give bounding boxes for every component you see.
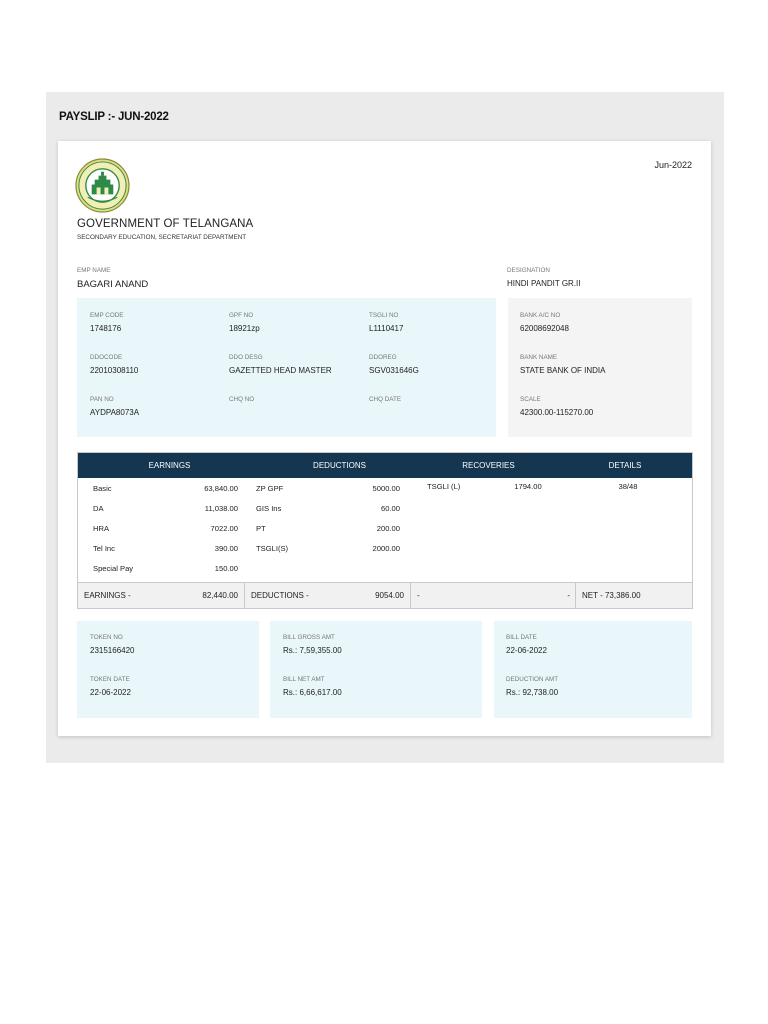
scale-field	[520, 396, 593, 417]
earning-label: HRA	[93, 524, 110, 533]
payslip-panel	[46, 92, 724, 763]
earning-label: Basic	[93, 484, 112, 493]
bill-date-value: 22-06-2022	[506, 646, 547, 655]
bank-name-field	[520, 354, 606, 375]
bank-name-value: STATE BANK OF INDIA	[520, 366, 606, 375]
deduction-amt-label: DEDUCTION AMT	[506, 676, 559, 683]
org-name: GOVERNMENT OF TELANGANA	[77, 218, 254, 230]
employee-info-box	[77, 298, 496, 437]
emp-code-field	[90, 312, 123, 333]
chq-date-field	[369, 396, 401, 408]
pan-label: PAN NO	[90, 396, 114, 403]
payslip-card	[58, 141, 711, 736]
page-title: PAYSLIP :- JUN-2022	[59, 111, 169, 123]
recoveries-total-value: -	[567, 591, 570, 600]
emp-name-label: EMP NAME	[77, 267, 111, 274]
tsgli-field	[369, 312, 403, 333]
deduction-amount: 5000.00	[372, 484, 400, 493]
ddo-desg-label: DDO DESG	[229, 354, 263, 361]
pay-table-totals	[78, 582, 692, 608]
earning-amount: 7022.00	[210, 524, 238, 533]
tsgli-value: L1110417	[369, 324, 404, 333]
earning-amount: 150.00	[214, 564, 238, 573]
emp-code-value: 1748176	[90, 324, 122, 333]
pan-field	[90, 396, 139, 417]
ddo-desg-field	[229, 354, 332, 375]
tsgli-label: TSGLI NO	[369, 312, 399, 319]
earning-amount: 11,038.00	[204, 504, 238, 513]
bank-name-label: BANK NAME	[520, 354, 558, 361]
deduction-label: PT	[256, 524, 266, 533]
token-no-label: TOKEN NO	[90, 634, 123, 641]
bank-ac-value: 62008692048	[520, 324, 569, 333]
ddocode-field	[90, 354, 138, 375]
deduction-amt-value: Rs.: 92,738.00	[506, 688, 559, 697]
ddocode-value: 22010308110	[90, 366, 139, 375]
totals-divider	[575, 583, 576, 609]
earning-label: Special Pay	[93, 564, 134, 573]
recovery-details: 38/48	[618, 482, 638, 491]
gpf-label: GPF NO	[229, 312, 254, 319]
pay-table	[77, 452, 693, 609]
token-date-value: 22-06-2022	[90, 688, 131, 697]
bill-net-value: Rs.: 6,66,617.00	[283, 688, 342, 697]
token-date-label: TOKEN DATE	[90, 676, 130, 683]
earning-label: Tel Inc	[93, 544, 115, 553]
deduction-amount: 200.00	[376, 524, 400, 533]
earnings-total-value: 82,440.00	[202, 591, 238, 600]
scale-value: 42300.00-115270.00	[520, 408, 594, 417]
deduction-amount: 60.00	[380, 504, 400, 513]
bill-amount-box	[270, 621, 482, 718]
deductions-total-value: 9054.00	[375, 591, 404, 600]
emp-code-label: EMP CODE	[90, 312, 124, 319]
pay-table-header	[78, 453, 692, 478]
bill-gross-value: Rs.: 7,59,355.00	[283, 646, 342, 655]
emp-name-value: BAGARI ANAND	[77, 279, 149, 290]
bank-ac-label: BANK A/C NO	[520, 312, 561, 319]
totals-divider	[244, 583, 245, 609]
gpf-field	[229, 312, 260, 333]
deductions-header: DEDUCTIONS	[313, 461, 366, 470]
deduction-label: ZP GPF	[256, 484, 284, 493]
government-emblem-icon	[75, 158, 130, 213]
earnings-header: EARNINGS	[148, 461, 191, 470]
deductions-total-label: DEDUCTIONS -	[251, 591, 309, 600]
payslip-month: Jun-2022	[654, 160, 692, 170]
gpf-value: 18921zp	[229, 324, 260, 333]
scale-label: SCALE	[520, 396, 541, 403]
chq-no-label: CHQ NO	[229, 396, 255, 403]
chq-date-label: CHQ DATE	[369, 396, 402, 403]
designation-value: HINDI PANDIT GR.II	[507, 279, 581, 288]
deduction-amt-field	[506, 676, 558, 697]
pan-value: AYDPA8073A	[90, 408, 140, 417]
bank-ac-field	[520, 312, 569, 333]
recovery-label: TSGLI (L)	[427, 482, 461, 491]
token-date-field	[90, 676, 131, 697]
recovery-amount: 1794.00	[514, 482, 542, 491]
deduction-label: TSGLI(S)	[256, 544, 289, 553]
designation-field	[507, 267, 581, 288]
bill-date-label: BILL DATE	[506, 634, 537, 641]
ddoreg-value: SGV031646G	[369, 366, 419, 375]
net-pay: NET - 73,386.00	[582, 591, 641, 600]
deduction-amount: 2000.00	[372, 544, 400, 553]
recoveries-header: RECOVERIES	[462, 461, 515, 470]
earnings-total-label: EARNINGS -	[84, 591, 131, 600]
recoveries-total-label: -	[417, 591, 420, 600]
designation-label: DESIGNATION	[507, 267, 550, 274]
earning-amount: 63,840.00	[204, 484, 238, 493]
ddo-desg-value: GAZETTED HEAD MASTER	[229, 366, 332, 375]
emp-name-field	[77, 267, 148, 290]
bill-date-box	[494, 621, 692, 718]
token-no-value: 2315166420	[90, 646, 135, 655]
chq-no-field	[229, 396, 254, 408]
ddoreg-field	[369, 354, 419, 375]
org-department: SECONDARY EDUCATION, SECRETARIAT DEPARTMENT	[77, 234, 247, 241]
bill-net-label: BILL NET AMT	[283, 676, 325, 683]
details-header: DETAILS	[608, 461, 642, 470]
bill-gross-label: BILL GROSS AMT	[283, 634, 335, 641]
totals-divider	[410, 583, 411, 609]
bill-gross-field	[283, 634, 342, 655]
token-no-field	[90, 634, 135, 655]
ddoreg-label: DDOREG	[369, 354, 397, 361]
bill-net-field	[283, 676, 342, 697]
bill-date-field	[506, 634, 547, 655]
earning-amount: 390.00	[214, 544, 238, 553]
bank-info-box	[508, 298, 692, 437]
earning-label: DA	[93, 504, 104, 513]
deduction-label: GIS Ins	[256, 504, 282, 513]
token-box	[77, 621, 259, 718]
ddocode-label: DDOCODE	[90, 354, 123, 361]
